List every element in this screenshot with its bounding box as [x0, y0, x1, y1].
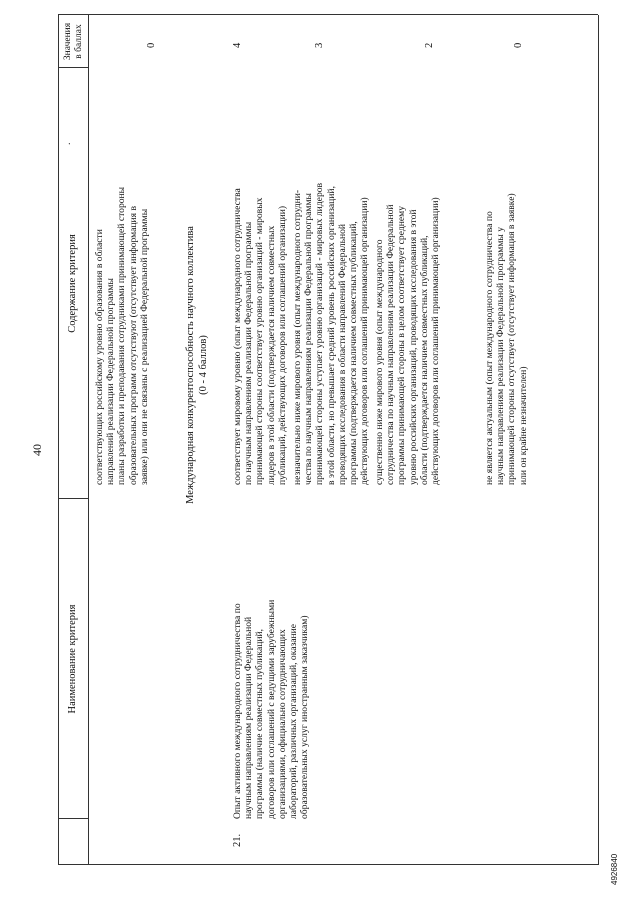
header-name: Наименование критерия: [67, 604, 78, 714]
text-line: программы (подтверждается наличием совместных публикаций,: [348, 221, 360, 485]
text-line: соответствует мировому уровню (опыт международного сотрудничества: [232, 188, 243, 485]
option-value: 0: [513, 42, 524, 48]
text-line: в этой области, но превышает средний уровень российских организаций,: [325, 186, 337, 485]
text-line: действующих договоров или соглашений принимающей организации): [359, 197, 371, 485]
text-line: области (подтверждается наличием совместных публикаций,: [418, 235, 430, 485]
text-line: программы принимающей стороны в целом соответствует среднему: [396, 206, 408, 485]
text-line: соответствующих российскому уровню образования в области: [94, 229, 105, 485]
text-line: или он крайне незначителен): [517, 366, 529, 485]
text-line: принимающей стороны отсутствует (отсутствует информация в заявке): [506, 193, 518, 485]
text-line: образовательных услуг иностранным заказчикам): [299, 615, 311, 819]
text-line: договоров или соглашений с ведущими зарубежными: [265, 599, 277, 819]
text-line: научным направлениям реализации Федеральной программы у: [495, 226, 507, 485]
header-value-line: в баллах: [73, 24, 84, 59]
text-line: лидеров в этой области (подтверждается наличием совместных: [265, 225, 277, 485]
text-line: проводящих исследования в области направлений Федеральной: [336, 223, 348, 485]
text-line: лабораторий, различных организаций, оказание: [288, 623, 300, 819]
header-value-line: Значения: [63, 22, 73, 61]
prev-value: 0: [146, 42, 157, 48]
section-title: Международная конкурентоспособность научного коллектива: [185, 226, 196, 504]
criterion-option: [232, 188, 288, 485]
text-line: заявке) или они не связаны с реализацией Федеральной программы: [138, 208, 150, 485]
text-line: по научным направлениям реализации Федеральной программы: [243, 221, 255, 485]
section-heading: [184, 65, 210, 665]
prev-content-text: [94, 187, 150, 485]
text-line: программы (наличие совместных публикаций,: [254, 628, 266, 819]
criterion-number: 21.: [232, 833, 243, 847]
text-line: сотрудничества по научным направлениям реализации Федеральной: [385, 204, 397, 485]
criterion-name: [232, 600, 310, 819]
text-line: направлений реализации Федеральной программы: [105, 278, 117, 485]
option-value: 2: [424, 42, 435, 48]
text-line: не является актуальным (опыт международного сотрудничества по: [484, 211, 495, 485]
text-line: принимающей стороны уступает уровню организаций - мировых лидеров: [314, 182, 326, 485]
text-line: организациями, официально сотрудничающих: [276, 629, 288, 819]
text-line: существенно ниже мирового уровня (опыт международного: [374, 239, 385, 485]
text-line: публикаций, действующих договоров или соглашений организации): [276, 205, 288, 485]
scan-dot: .: [62, 142, 73, 145]
document-id: 4926840: [610, 853, 619, 885]
text-line: планы разработки и преподавания сотрудниками принимающей стороны: [116, 186, 128, 485]
header-value: [63, 15, 84, 68]
text-line: незначительно ниже мирового уровня (опыт международного сотрудни-: [292, 189, 303, 485]
header-content: Содержание критерия: [67, 234, 78, 333]
option-value: 3: [314, 42, 325, 48]
page-number: 40: [30, 444, 44, 456]
text-line: научным направлениям реализации Федеральной: [243, 616, 255, 819]
text-line: чества по научным направлениям реализации Федеральной программы: [303, 192, 315, 485]
section-subtitle: (0 - 4 баллов): [198, 335, 209, 395]
text-line: образовательных программ отсутствуют (отсутствует информация в: [127, 205, 139, 485]
text-line: действующих договоров или соглашений принимающей организации): [430, 197, 442, 485]
criterion-option: [292, 183, 370, 485]
text-line: принимающей стороны соответствует уровню организаций - мировых: [254, 197, 266, 485]
criterion-option: [484, 193, 529, 485]
text-line: Опыт активного международного сотрудничества по: [232, 603, 243, 819]
text-line: уровню российских организаций, проводящих исследования в этой: [407, 209, 419, 485]
criterion-option: [374, 197, 441, 485]
option-value: 4: [232, 42, 243, 48]
